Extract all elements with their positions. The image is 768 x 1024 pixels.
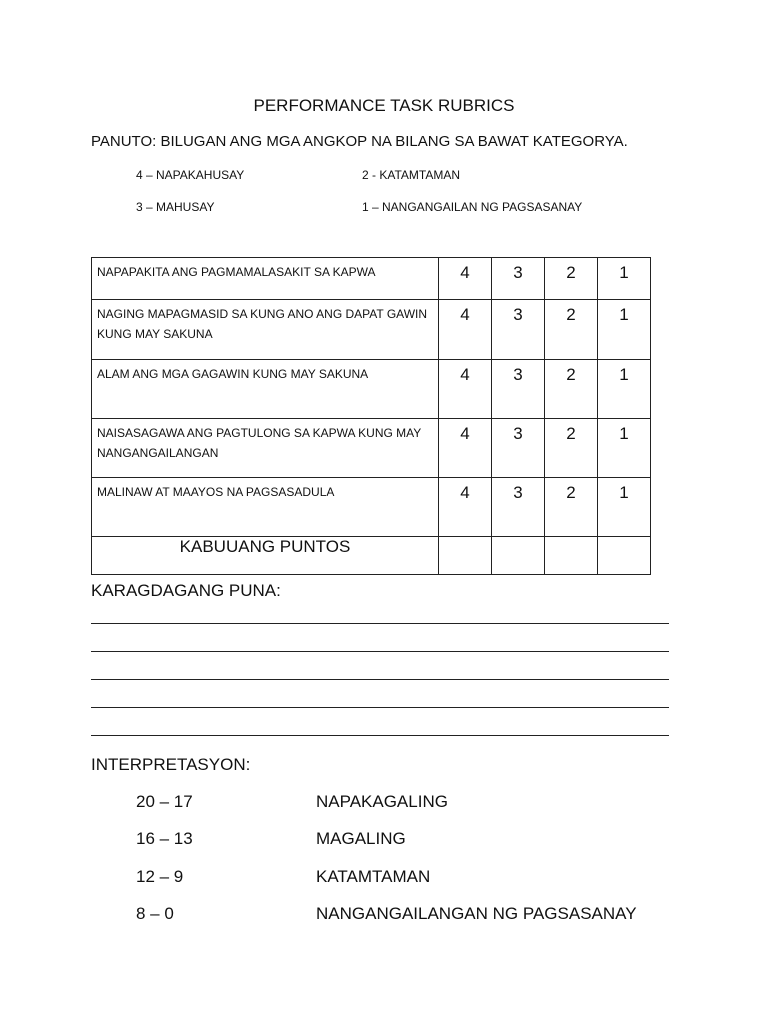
total-cell-blank[interactable] [598,537,651,575]
score-range: 12 – 9 [136,867,184,886]
score-option[interactable]: 4 [439,419,492,478]
legend-item-3: 3 – MAHUSAY [136,200,215,214]
score-option[interactable]: 4 [439,478,492,537]
score-option[interactable]: 3 [492,419,545,478]
rating-label: NAPAKAGALING [316,792,448,811]
criterion-label: MALINAW AT MAAYOS NA PAGSASADULA [92,478,439,537]
score-option[interactable]: 2 [545,419,598,478]
criterion-label: NAGING MAPAGMASID SA KUNG ANO ANG DAPAT GAWIN KUNG MAY SAKUNA [92,300,439,360]
score-option[interactable]: 3 [492,300,545,360]
total-label: KABUUANG PUNTOS [92,537,439,575]
score-range: 20 – 17 [136,792,193,811]
score-option[interactable]: 3 [492,258,545,300]
rubric-row [92,300,651,360]
comment-line[interactable] [91,679,669,680]
score-option[interactable]: 1 [598,478,651,537]
score-option[interactable]: 4 [439,360,492,419]
score-option[interactable]: 2 [545,300,598,360]
rubric-row [92,478,651,537]
page-title: PERFORMANCE TASK RUBRICS [253,96,515,115]
criterion-label: ALAM ANG MGA GAGAWIN KUNG MAY SAKUNA [92,360,439,419]
score-option[interactable]: 2 [545,478,598,537]
rating-label: MAGALING [316,829,406,848]
comments-label: KARAGDAGANG PUNA: [91,581,281,600]
score-range: 16 – 13 [136,829,193,848]
rubric-row [92,419,651,478]
comment-line[interactable] [91,623,669,624]
score-option[interactable]: 1 [598,258,651,300]
score-option[interactable]: 2 [545,360,598,419]
score-option[interactable]: 3 [492,478,545,537]
total-cell-blank[interactable] [439,537,492,575]
comment-line[interactable] [91,651,669,652]
legend-item-1: 1 – NANGANGAILAN NG PAGSASANAY [362,200,583,214]
legend-item-4: 4 – NAPAKAHUSAY [136,168,245,182]
total-cell-blank[interactable] [492,537,545,575]
comment-line[interactable] [91,735,669,736]
score-option[interactable]: 1 [598,360,651,419]
rating-label: KATAMTAMAN [316,867,431,886]
criterion-label: NAISASAGAWA ANG PAGTULONG SA KAPWA KUNG MAY NANGANGAILANGAN [92,419,439,478]
score-option[interactable]: 4 [439,300,492,360]
score-option[interactable]: 4 [439,258,492,300]
score-option[interactable]: 1 [598,300,651,360]
score-range: 8 – 0 [136,904,174,923]
score-option[interactable]: 1 [598,419,651,478]
rubric-row [92,258,651,300]
total-cell-blank[interactable] [545,537,598,575]
rating-label: NANGANGAILANGAN NG PAGSASANAY [316,904,637,923]
legend-item-2: 2 - KATAMTAMAN [362,168,461,182]
comment-line[interactable] [91,707,669,708]
interpretation-label: INTERPRETASYON: [91,755,251,774]
rubric-row [92,360,651,419]
criterion-label: NAPAPAKITA ANG PAGMAMALASAKIT SA KAPWA [92,258,439,300]
score-option[interactable]: 2 [545,258,598,300]
total-row [92,537,651,575]
instruction-text: PANUTO: BILUGAN ANG MGA ANGKOP NA BILANG SA BAWAT KATEGORYA. [91,133,628,150]
rubric-table [91,257,651,575]
score-option[interactable]: 3 [492,360,545,419]
